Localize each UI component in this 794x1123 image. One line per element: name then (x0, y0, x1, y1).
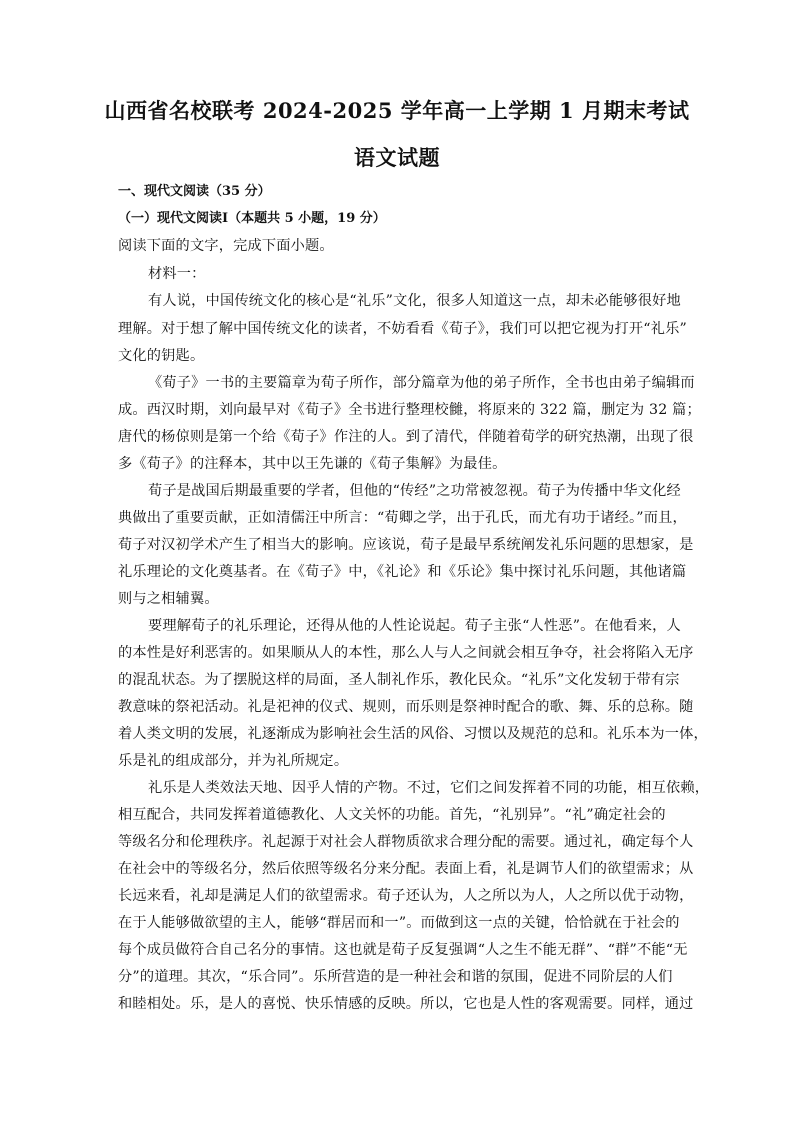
body-line: 典做出了重要贡献，正如清儒汪中所言：“荀卿之学，出于孔氏，而尤有功于诸经。”而且， (118, 510, 687, 526)
body-line: 长远来看，礼却是满足人们的欲望需求。荀子还认为，人之所以为人，人之所以优于动物， (118, 888, 694, 904)
body-line: 则与之相辅翼。 (118, 591, 219, 607)
body-line: 每个成员做符合自己名分的事情。这也就是荀子反复强调“人之生不能无群”、“群”不能“无 (118, 942, 688, 958)
exam-title: 山西省名校联考 2024-2025 学年高一上学期 1 月期末考试 (104, 98, 690, 123)
body-line: 在社会中的等级名分，然后依照等级名分来分配。表面上看，礼是调节人们的欲望需求；从 (118, 861, 694, 877)
body-line: 礼乐理论的文化奠基者。在《荀子》中，《礼论》和《乐论》集中探讨礼乐问题，其他诸篇 (118, 564, 687, 580)
body-line: 理解。对于想了解中国传统文化的读者，不妨看看《荀子》，我们可以把它视为打开“礼乐” (118, 321, 687, 337)
body-line: 教意味的祭祀活动。礼是祀神的仪式、规则，而乐则是祭神时配合的歌、舞、乐的总称。随 (118, 699, 694, 715)
body-line: 唐代的杨倞则是第一个给《荀子》作注的人。到了清代，伴随着荀学的研究热潮，出现了很 (118, 429, 694, 445)
body-line: 的本性是好利恶害的。如果顺从人的本性，那么人与人之间就会相互争夺，社会将陷入无序 (118, 645, 694, 661)
body-line: 等级名分和伦理秩序。礼起源于对社会人群物质欲求合理分配的需要。通过礼，确定每个人 (118, 834, 694, 850)
body-line: 荀子是战国后期最重要的学者，但他的“传经”之功常被忽视。荀子为传播中华文化经 (148, 483, 681, 499)
body-line: 有人说，中国传统文化的核心是“礼乐”文化，很多人知道这一点，却未必能够很好地 (148, 293, 681, 309)
body-line: 荀子对汉初学术产生了相当大的影响。应该说，荀子是最早系统阐发礼乐问题的思想家，是 (118, 537, 694, 553)
instruction-text: 阅读下面的文字，完成下面小题。 (118, 238, 334, 254)
body-line: 相互配合，共同发挥着道德教化、人文关怀的功能。首先，“礼别异”。“礼”确定社会的 (118, 807, 666, 823)
body-line: 乐是礼的组成部分，并为礼所规定。 (118, 753, 349, 769)
material-label: 材料一： (148, 266, 206, 282)
body-line: 成。西汉时期，刘向最早对《荀子》全书进行整理校雠，将原来的 322 篇，删定为 32 篇； (118, 402, 701, 418)
body-line: 多《荀子》的注释本，其中以王先谦的《荀子集解》为最佳。 (118, 456, 507, 472)
body-line: 要理解荀子的礼乐理论，还得从他的人性论说起。荀子主张“人性恶”。在他看来，人 (148, 618, 681, 634)
body-line: 在于人能够做欲望的主人，能够“群居而和一”。而做到这一点的关键，恰恰就在于社会的 (118, 915, 680, 931)
body-line: 和睦相处。乐，是人的喜悦、快乐情感的反映。所以，它也是人性的客观需要。同样，通过 (118, 996, 694, 1012)
body-line: 礼乐是人类效法天地、因乎人情的产物。不过，它们之间发挥着不同的功能，相互依赖， (148, 780, 710, 796)
body-line: 分”的道理。其次，“乐合同”。乐所营造的是一种社会和谐的氛围，促进不同阶层的人们 (118, 969, 673, 985)
body-line: 的混乱状态。为了摆脱这样的局面，圣人制礼作乐，教化民众。“礼乐”文化发轫于带有宗 (118, 672, 680, 688)
subsection-heading: （一）现代文阅读Ⅰ（本题共 5 小题，19 分） (118, 211, 386, 226)
body-line: 着人类文明的发展，礼逐渐成为影响社会生活的风俗、习惯以及规范的总和。礼乐本为一体， (118, 726, 708, 742)
exam-subtitle: 语文试题 (354, 145, 440, 170)
section-heading: 一、现代文阅读（35 分） (118, 184, 271, 199)
body-line: 文化的钥匙。 (118, 348, 205, 364)
body-line: 《荀子》一书的主要篇章为荀子所作，部分篇章为他的弟子所作，全书也由弟子编辑而 (148, 375, 695, 391)
